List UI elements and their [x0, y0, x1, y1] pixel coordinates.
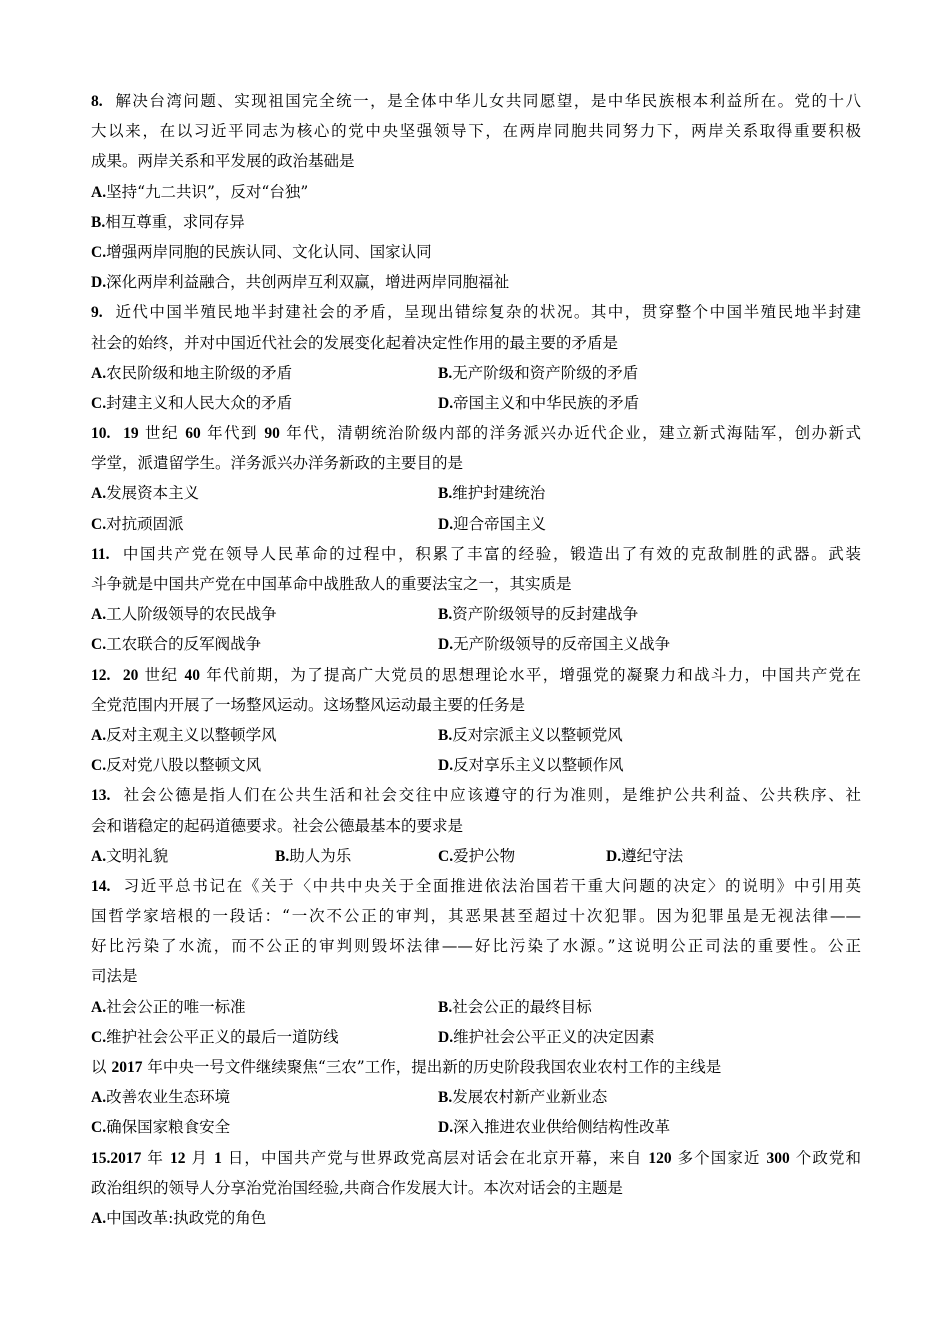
- question-8-stem-line-2: 大以来，在以习近平同志为核心的党中央坚强领导下，在两岸同胞共同努力下，两岸关系取得重要积极: [91, 122, 861, 141]
- option-8c[interactable]: C.增强两岸同胞的民族认同、文化认同、国家认同: [91, 242, 432, 261]
- exam-page: [91, 86, 861, 1233]
- question-14-options-row-2: [91, 1022, 861, 1052]
- option-8a[interactable]: A.坚持“九二共识”，反对“台独”: [91, 182, 309, 201]
- question-11-options-row-2: [91, 629, 861, 659]
- option-11b[interactable]: B.资产阶级领导的反封建战争: [438, 605, 639, 624]
- option-11c[interactable]: C.工农联合的反军阀战争: [91, 635, 262, 654]
- question-14-stem-line-3: 好比污染了水流，而不公正的审判则毁坏法律——好比污染了水源。”这说明公正司法的重要性。公正: [91, 937, 861, 956]
- option-12c[interactable]: C.反对党八股以整顿文风: [91, 756, 262, 775]
- question-14-stem-line-4: 司法是: [91, 967, 138, 986]
- question-unnumbered-options-row-1: [91, 1082, 861, 1112]
- question-14-stem-line-2: 国哲学家培根的一段话：“一次不公正的审判，其恶果甚至超过十次犯罪。因为犯罪虽是无视法律——: [91, 907, 861, 926]
- option-12b[interactable]: B.反对宗派主义以整顿党风: [438, 725, 623, 744]
- question-10-stem-line-2: 学堂，派遣留学生。洋务派兴办洋务新政的主要目的是: [91, 454, 464, 473]
- question-15-stem-line-1: 15.2017 年 12 月 1 日，中国共产党与世界政党高层对话会在北京开幕，来自 120 多个国家近 300 个政党和: [91, 1148, 861, 1167]
- option-15a[interactable]: A.中国改革:执政党的角色: [91, 1208, 267, 1227]
- option-8d[interactable]: D.深化两岸利益融合，共创两岸互利双赢，增进两岸同胞福祉: [91, 273, 510, 292]
- option-u-b[interactable]: B.发展农村新产业新业态: [438, 1088, 608, 1107]
- option-8b[interactable]: B.相互尊重，求同存异: [91, 212, 245, 231]
- question-10-stem-line-1: 10. 19 世纪 60 年代到 90 年代，清朝统治阶级内部的洋务派兴办近代企业，建立新式海陆军，创办新式: [91, 424, 861, 443]
- option-13b[interactable]: B.助人为乐: [275, 846, 352, 865]
- option-13c[interactable]: C.爱护公物: [438, 846, 516, 865]
- question-12-options-row-1: [91, 720, 861, 750]
- question-9-options-row-1: [91, 358, 861, 388]
- question-12-options-row-2: [91, 750, 861, 780]
- question-13-stem-line-1: 13. 社会公德是指人们在公共生活和社会交往中应该遵守的行为准则，是维护公共利益、公共秩序、社: [91, 786, 861, 805]
- question-15-stem-line-2: 政治组织的领导人分享治党治国经验,共商合作发展大计。本次对话会的主题是: [91, 1178, 623, 1197]
- option-14b[interactable]: B.社会公正的最终目标: [438, 997, 592, 1016]
- question-11-stem-line-2: 斗争就是中国共产党在中国革命中战胜敌人的重要法宝之一，其实质是: [91, 575, 572, 593]
- question-8-stem-line-1: 8. 解决台湾问题、实现祖国完全统一，是全体中华儿女共同愿望，是中华民族根本利益所在。党的十八: [91, 92, 861, 110]
- question-12-stem-line-1: 12. 20 世纪 40 年代前期，为了提高广大党员的思想理论水平，增强党的凝聚力和战斗力，中国共产党在: [91, 665, 861, 684]
- question-9-options-row-2: [91, 388, 861, 418]
- option-14d[interactable]: D.维护社会公平正义的决定因素: [438, 1027, 655, 1046]
- question-11-options-row-1: [91, 599, 861, 629]
- option-9a[interactable]: A.农民阶级和地主阶级的矛盾: [91, 363, 293, 382]
- option-14a[interactable]: A.社会公正的唯一标准: [91, 997, 246, 1016]
- question-unnumbered-stem: 以 2017 年中央一号文件继续聚焦“三农”工作，提出新的历史阶段我国农业农村工作的主线是: [91, 1058, 722, 1076]
- question-12-stem-line-2: 全党范围内开展了一场整风运动。这场整风运动最主要的任务是: [91, 695, 526, 714]
- question-unnumbered-options-row-2: [91, 1112, 861, 1142]
- option-9c[interactable]: C.封建主义和人民大众的矛盾: [91, 393, 293, 412]
- option-12a[interactable]: A.反对主观主义以整顿学风: [91, 725, 277, 744]
- option-10c[interactable]: C.对抗顽固派: [91, 514, 184, 533]
- option-u-a[interactable]: A.改善农业生态环境: [91, 1088, 231, 1107]
- option-10a[interactable]: A.发展资本主义: [91, 484, 200, 503]
- option-13d[interactable]: D.遵纪守法: [606, 846, 684, 865]
- option-14c[interactable]: C.维护社会公平正义的最后一道防线: [91, 1027, 339, 1046]
- option-11d[interactable]: D.无产阶级领导的反帝国主义战争: [438, 635, 671, 654]
- question-9-stem-line-1: 9. 近代中国半殖民地半封建社会的矛盾，呈现出错综复杂的状况。其中，贯穿整个中国半殖民地半封建: [91, 303, 861, 322]
- option-12d[interactable]: D.反对享乐主义以整顿作风: [438, 756, 624, 775]
- option-u-d[interactable]: D.深入推进农业供给侧结构性改革: [438, 1118, 671, 1137]
- option-9d[interactable]: D.帝国主义和中华民族的矛盾: [438, 393, 640, 412]
- question-10-options-row-1: [91, 478, 861, 508]
- question-13-options-row: [91, 841, 861, 871]
- question-8-stem-line-3: 成果。两岸关系和平发展的政治基础是: [91, 152, 355, 171]
- option-u-c[interactable]: C.确保国家粮食安全: [91, 1118, 231, 1137]
- question-14-stem-line-1: 14. 习近平总书记在《关于〈中共中央关于全面推进依法治国若干重大问题的决定〉的说明》中引用英: [91, 876, 861, 895]
- option-13a[interactable]: A.文明礼貌: [91, 846, 169, 865]
- question-10-options-row-2: [91, 509, 861, 539]
- option-9b[interactable]: B.无产阶级和资产阶级的矛盾: [438, 363, 639, 382]
- question-13-stem-line-2: 会和谐稳定的起码道德要求。社会公德最基本的要求是: [91, 816, 464, 835]
- option-11a[interactable]: A.工人阶级领导的农民战争: [91, 605, 277, 624]
- question-9-stem-line-2: 社会的始终，并对中国近代社会的发展变化起着决定性作用的最主要的矛盾是: [91, 333, 619, 352]
- option-10d[interactable]: D.迎合帝国主义: [438, 514, 547, 533]
- question-14-options-row-1: [91, 992, 861, 1022]
- option-10b[interactable]: B.维护封建统治: [438, 484, 546, 503]
- question-11-stem-line-1: 11. 中国共产党在领导人民革命的过程中，积累了丰富的经验，锻造出了有效的克敌制胜的武器。武装: [91, 544, 861, 563]
